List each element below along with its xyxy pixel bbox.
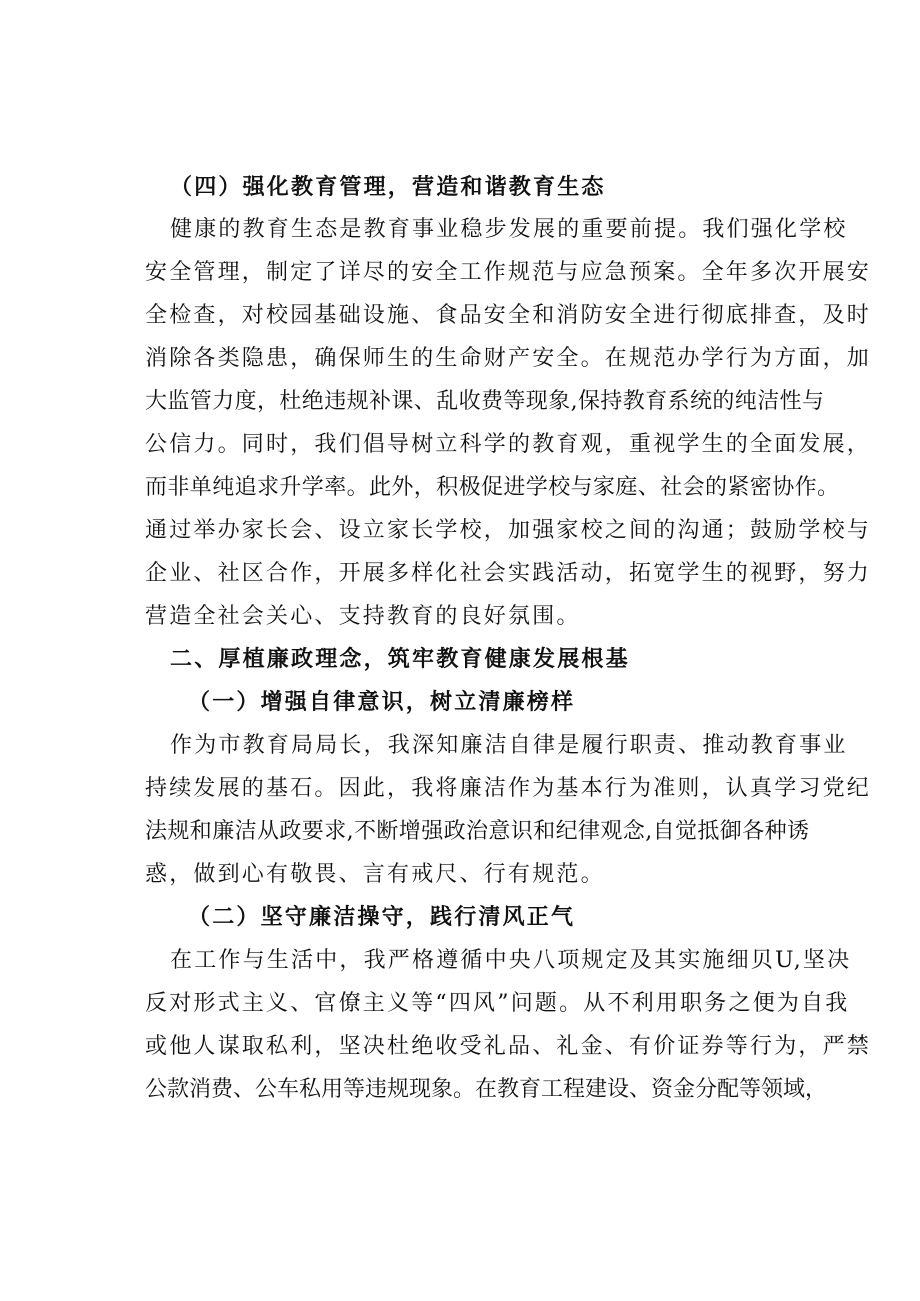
paragraph-3-line: 在工作与生活中，我严格遵循中央八项规定及其实施细贝U,坚决 (170, 948, 852, 973)
paragraph-3-line: 公款消费、公车私用等违规现象。在教育工程建设、资金分配等领域， (145, 1077, 828, 1102)
paragraph-2-line: 惑，做到心有敬畏、言有戒尺、行有规范。 (145, 862, 605, 887)
paragraph-1-line: 营造全社会关心、支持教育的良好氛围。 (145, 604, 581, 629)
paragraph-1-line: 全检查，对校园基础设施、食品安全和消防安全进行彻底排查，及时 (145, 303, 872, 328)
paragraph-1-line: 而非单纯追求升学率。此外，积极促进学校与家庭、社会的紧密协作。 (145, 475, 840, 500)
paragraph-2-line: 持续发展的基石。因此，我将廉洁作为基本行为准则，认真学习党纪 (145, 776, 872, 801)
section-heading-4: （四）强化教育管理，营造和谐教育生态 (170, 175, 606, 200)
paragraph-1-line: 通过举办家长会、设立家长学校，加强家校之间的沟通；鼓励学校与 (145, 518, 872, 543)
section-heading-2-2: （二）坚守廉洁操守，践行清风正气 (188, 905, 576, 930)
paragraph-1-line: 大监管力度，杜绝违规补课、乱收费等现象,保持教育系统的纯洁性与 (145, 389, 825, 414)
section-heading-two: 二、厚植廉政理念，筑牢教育健康发展根基 (170, 647, 630, 672)
paragraph-1-line: 安全管理，制定了详尽的安全工作规范与应急预案。全年多次开展安 (145, 260, 872, 285)
paragraph-2-line: 作为市教育局局长，我深知廉洁自律是履行职责、推动教育事业 (170, 733, 848, 758)
section-heading-2-1: （一）增强自律意识，树立清廉榜样 (188, 690, 576, 715)
paragraph-1-line: 企业、社区合作，开展多样化社会实践活动，拓宽学生的视野，努力 (145, 561, 872, 586)
paragraph-1-line: 健康的教育生态是教育事业稳步发展的重要前提。我们强化学校 (170, 217, 848, 242)
paragraph-3-line: 或他人谋取私利，坚决杜绝收受礼品、礼金、有价证券等行为，严禁 (145, 1034, 872, 1059)
paragraph-3-line: 反对形式主义、官僚主义等“四风”问题。从不利用职务之便为自我 (145, 991, 850, 1016)
paragraph-1-line: 消除各类隐患，确保师生的生命财产安全。在规范办学行为方面，加 (145, 346, 872, 371)
paragraph-2-line: 法规和廉洁从政要求,不断增强政治意识和纪律观念,自觉抵御各种诱 (145, 819, 810, 844)
paragraph-1-line: 公信力。同时，我们倡导树立科学的教育观，重视学生的全面发展， (145, 432, 872, 457)
